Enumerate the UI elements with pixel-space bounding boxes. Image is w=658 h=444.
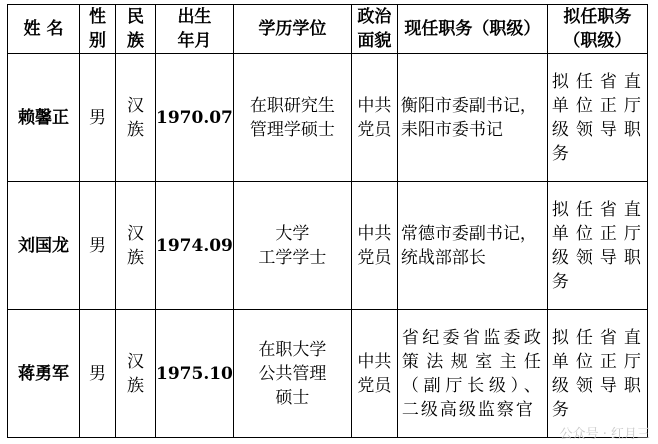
cell-birth: 1974.09 bbox=[156, 182, 234, 310]
table-row bbox=[8, 310, 648, 438]
cell-name: 蒋勇军 bbox=[8, 310, 80, 438]
cell-ethnicity: 汉 族 bbox=[116, 182, 156, 310]
header-ethnicity: 民 族 bbox=[116, 5, 156, 54]
table-row bbox=[8, 182, 648, 310]
cell-ethnicity: 汉 族 bbox=[116, 54, 156, 182]
watermark: 公众号 · 红月三 bbox=[559, 427, 650, 442]
cell-gender: 男 bbox=[80, 54, 116, 182]
cell-political: 中共 党员 bbox=[351, 182, 397, 310]
header-proposed-post: 拟任职务 （职级） bbox=[547, 5, 647, 54]
header-gender: 性 别 bbox=[80, 5, 116, 54]
header-political: 政治 面貌 bbox=[351, 5, 397, 54]
cell-gender: 男 bbox=[80, 310, 116, 438]
cell-name: 赖馨正 bbox=[8, 54, 80, 182]
cadre-table bbox=[7, 4, 648, 438]
cell-birth: 1970.07 bbox=[156, 54, 234, 182]
cell-current-post: 省纪委省监委政策法规室主任（副厅长级）、二级高级监察官 bbox=[397, 310, 547, 438]
header-birth: 出生 年月 bbox=[156, 5, 234, 54]
header-education: 学历学位 bbox=[233, 5, 351, 54]
cell-education: 在职大学 公共管理 硕士 bbox=[233, 310, 351, 438]
cell-political: 中共 党员 bbox=[351, 310, 397, 438]
header-name: 姓 名 bbox=[8, 5, 80, 54]
header-row bbox=[8, 5, 648, 54]
cell-political: 中共 党员 bbox=[351, 54, 397, 182]
cell-proposed-post: 拟任省直单位正厅级领导职务 bbox=[547, 182, 647, 310]
cell-current-post: 衡阳市委副书记， 耒阳市委书记 bbox=[397, 54, 547, 182]
cell-current-post: 常德市委副书记， 统战部部长 bbox=[397, 182, 547, 310]
table-row bbox=[8, 54, 648, 182]
cell-education: 大学 工学学士 bbox=[233, 182, 351, 310]
cell-education: 在职研究生 管理学硕士 bbox=[233, 54, 351, 182]
cell-birth: 1975.10 bbox=[156, 310, 234, 438]
cell-proposed-post: 拟任省直单位正厅级领导职务 bbox=[547, 310, 647, 438]
cell-name: 刘国龙 bbox=[8, 182, 80, 310]
cell-ethnicity: 汉 族 bbox=[116, 310, 156, 438]
header-current-post: 现任职务（职级） bbox=[397, 5, 547, 54]
cell-proposed-post: 拟任省直单位正厅级领导职务 bbox=[547, 54, 647, 182]
cell-gender: 男 bbox=[80, 182, 116, 310]
